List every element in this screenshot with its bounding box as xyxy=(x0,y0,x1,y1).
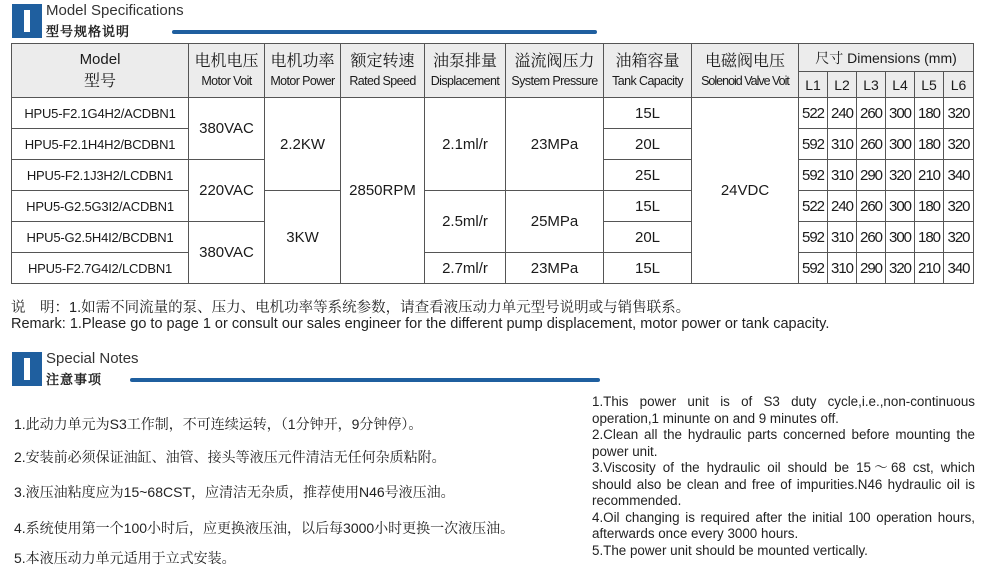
notes-title-cn: 注意事项 xyxy=(46,372,103,387)
note-en-1: 1.This power unit is of S3 duty cycle,i.e.,non-continuous operation,1 minunte on and 9 minutes off. xyxy=(592,394,975,426)
header-rated-speed-cn: 额定转速 xyxy=(350,53,415,70)
dim-l1-cell: 592 xyxy=(799,253,828,284)
dim-l6-cell: 320 xyxy=(944,129,974,160)
note-cn-4: 4.系统使用第一个100小时后，应更换液压油，以后每3000小时更换一次液压油。 xyxy=(14,520,515,536)
dim-l1-cell: 592 xyxy=(799,160,828,191)
dim-l4-cell: 320 xyxy=(886,160,915,191)
note-cn-2: 2.安装前必须保证油缸、油管、接头等液压元件清洁无任何杂质粘附。 xyxy=(14,449,446,465)
dim-l5-cell: 180 xyxy=(915,129,944,160)
model-cell: HPU5-F2.1J3H2/LCDBN1 xyxy=(12,160,189,191)
spec-section-heading xyxy=(12,4,987,38)
header-motor-power xyxy=(265,44,341,98)
tank-cell: 15L xyxy=(604,253,692,284)
dim-l2-cell: 240 xyxy=(828,191,857,222)
tank-cell: 15L xyxy=(604,98,692,129)
header-model-cn: 型号 xyxy=(83,72,116,90)
notes-title-rule xyxy=(130,378,600,382)
pressure-cell: 25MPa xyxy=(506,191,604,253)
section-badge-icon xyxy=(12,352,42,386)
tank-cell: 20L xyxy=(604,222,692,253)
header-model xyxy=(12,44,189,98)
dim-l2-cell: 310 xyxy=(828,160,857,191)
notes-title-en: Special Notes xyxy=(46,350,139,367)
dim-l1-cell: 592 xyxy=(799,129,828,160)
header-rated-speed xyxy=(341,44,425,98)
model-cell: HPU5-F2.1G4H2/ACDBN1 xyxy=(12,98,189,129)
header-tank-capacity-cn: 油箱容量 xyxy=(615,53,680,70)
model-cell: HPU5-F2.7G4I2/LCDBN1 xyxy=(12,253,189,284)
section-badge-icon xyxy=(12,4,42,38)
dim-l4-cell: 300 xyxy=(886,222,915,253)
table-row xyxy=(12,98,974,129)
dim-l5-cell: 180 xyxy=(915,191,944,222)
dim-l3-cell: 290 xyxy=(857,160,886,191)
header-motor-voltage xyxy=(189,44,265,98)
dim-l2-cell: 310 xyxy=(828,129,857,160)
header-solenoid-voltage xyxy=(692,44,799,98)
header-dim-l4: L4 xyxy=(886,72,915,98)
displacement-cell: 2.5ml/r xyxy=(425,191,506,253)
header-tank-capacity xyxy=(604,44,692,98)
remark-cn: 说 明：1.如需不同流量的泵、压力、电机功率等系统参数，请查看液压动力单元型号说明或与销售联系。 xyxy=(11,300,691,316)
motor-power-cell: 3KW xyxy=(265,191,341,284)
dim-l6-cell: 340 xyxy=(944,253,974,284)
dim-l3-cell: 260 xyxy=(857,98,886,129)
tank-cell: 25L xyxy=(604,160,692,191)
dim-l6-cell: 340 xyxy=(944,160,974,191)
solenoid-voltage-cell: 24VDC xyxy=(692,98,799,284)
remark-en: Remark: 1.Please go to page 1 or consult our sales engineer for the different pump displacement, motor power or tank capacity. xyxy=(11,316,830,332)
motor-power-cell: 2.2KW xyxy=(265,98,341,191)
dim-l2-cell: 310 xyxy=(828,253,857,284)
model-cell: HPU5-G2.5H4I2/BCDBN1 xyxy=(12,222,189,253)
dim-l5-cell: 180 xyxy=(915,98,944,129)
header-displacement xyxy=(425,44,506,98)
dim-l4-cell: 300 xyxy=(886,98,915,129)
header-displacement-en: Displacement xyxy=(430,74,500,88)
pressure-cell: 23MPa xyxy=(506,253,604,284)
model-cell: HPU5-F2.1H4H2/BCDBN1 xyxy=(12,129,189,160)
dim-l1-cell: 522 xyxy=(799,191,828,222)
dim-l4-cell: 320 xyxy=(886,253,915,284)
header-dim-l1: L1 xyxy=(799,72,828,98)
header-dim-l3: L3 xyxy=(857,72,886,98)
note-en-2: 2.Clean all the hydraulic parts concerned before mounting the power unit. xyxy=(592,427,975,459)
tank-cell: 20L xyxy=(604,129,692,160)
notes-en-list xyxy=(592,394,975,559)
header-dimensions: 尺寸 Dimensions (mm) xyxy=(799,44,974,72)
dim-l3-cell: 260 xyxy=(857,222,886,253)
header-tank-capacity-en: Tank Capacity xyxy=(612,74,683,88)
motor-voltage-cell: 220VAC xyxy=(189,160,265,222)
motor-voltage-cell: 380VAC xyxy=(189,222,265,284)
header-motor-power-cn: 电机功率 xyxy=(270,53,335,70)
header-dim-l6: L6 xyxy=(944,72,974,98)
header-displacement-cn: 油泵排量 xyxy=(432,53,497,70)
model-cell: HPU5-G2.5G3I2/ACDBN1 xyxy=(12,191,189,222)
header-system-pressure-cn: 溢流阀压力 xyxy=(514,53,595,70)
dim-l6-cell: 320 xyxy=(944,191,974,222)
note-en-3: 3.Viscosity of the hydraulic oil should be 15～68 cst, which should also be clean and free of impurities.N46 hydraulic oil is recommended. xyxy=(592,460,975,508)
header-system-pressure-en: System Pressure xyxy=(511,74,598,88)
dim-l4-cell: 300 xyxy=(886,129,915,160)
dim-l6-cell: 320 xyxy=(944,222,974,253)
dim-l3-cell: 290 xyxy=(857,253,886,284)
table-row xyxy=(12,191,974,222)
header-solenoid-en: Solenoid Valve Voit xyxy=(701,74,789,88)
dim-l5-cell: 210 xyxy=(915,253,944,284)
header-motor-voltage-en: Motor Voit xyxy=(201,74,252,88)
header-dim-l2: L2 xyxy=(828,72,857,98)
displacement-cell: 2.1ml/r xyxy=(425,98,506,191)
note-en-4: 4.Oil changing is required after the initial 100 operation hours, afterwards once every 3000 hours. xyxy=(592,509,975,541)
motor-voltage-cell: 380VAC xyxy=(189,98,265,160)
dim-l2-cell: 310 xyxy=(828,222,857,253)
dim-l4-cell: 300 xyxy=(886,191,915,222)
spec-title-en: Model Specifications xyxy=(46,2,184,19)
note-cn-1: 1.此动力单元为S3工作制，不可连续运转，（1分钟开，9分钟停）。 xyxy=(14,416,423,432)
dim-l2-cell: 240 xyxy=(828,98,857,129)
dim-l1-cell: 592 xyxy=(799,222,828,253)
note-en-5: 5.The power unit should be mounted vertically. xyxy=(592,542,868,558)
note-cn-3: 3.液压油粘度应为15~68CST，应清洁无杂质，推荐使用N46号液压油。 xyxy=(14,484,455,500)
pressure-cell: 23MPa xyxy=(506,98,604,191)
spec-title-rule xyxy=(172,30,597,34)
rated-speed-cell: 2850RPM xyxy=(341,98,425,284)
dim-l5-cell: 180 xyxy=(915,222,944,253)
dim-l6-cell: 320 xyxy=(944,98,974,129)
header-motor-power-en: Motor Power xyxy=(270,74,335,88)
dim-l3-cell: 260 xyxy=(857,191,886,222)
spec-table xyxy=(11,43,974,284)
header-motor-voltage-cn: 电机电压 xyxy=(194,53,259,70)
dim-l1-cell: 522 xyxy=(799,98,828,129)
header-solenoid-cn: 电磁阀电压 xyxy=(704,53,785,70)
header-rated-speed-en: Rated Speed xyxy=(349,74,416,88)
spec-title-cn: 型号规格说明 xyxy=(46,24,131,39)
header-system-pressure xyxy=(506,44,604,98)
note-cn-5: 5.本液压动力单元适用于立式安装。 xyxy=(14,550,236,566)
header-dim-l5: L5 xyxy=(915,72,944,98)
dim-l5-cell: 210 xyxy=(915,160,944,191)
notes-section-heading xyxy=(12,352,612,386)
table-row xyxy=(12,253,974,284)
displacement-cell: 2.7ml/r xyxy=(425,253,506,284)
tank-cell: 15L xyxy=(604,191,692,222)
header-model-en: Model xyxy=(79,50,121,68)
dim-l3-cell: 260 xyxy=(857,129,886,160)
